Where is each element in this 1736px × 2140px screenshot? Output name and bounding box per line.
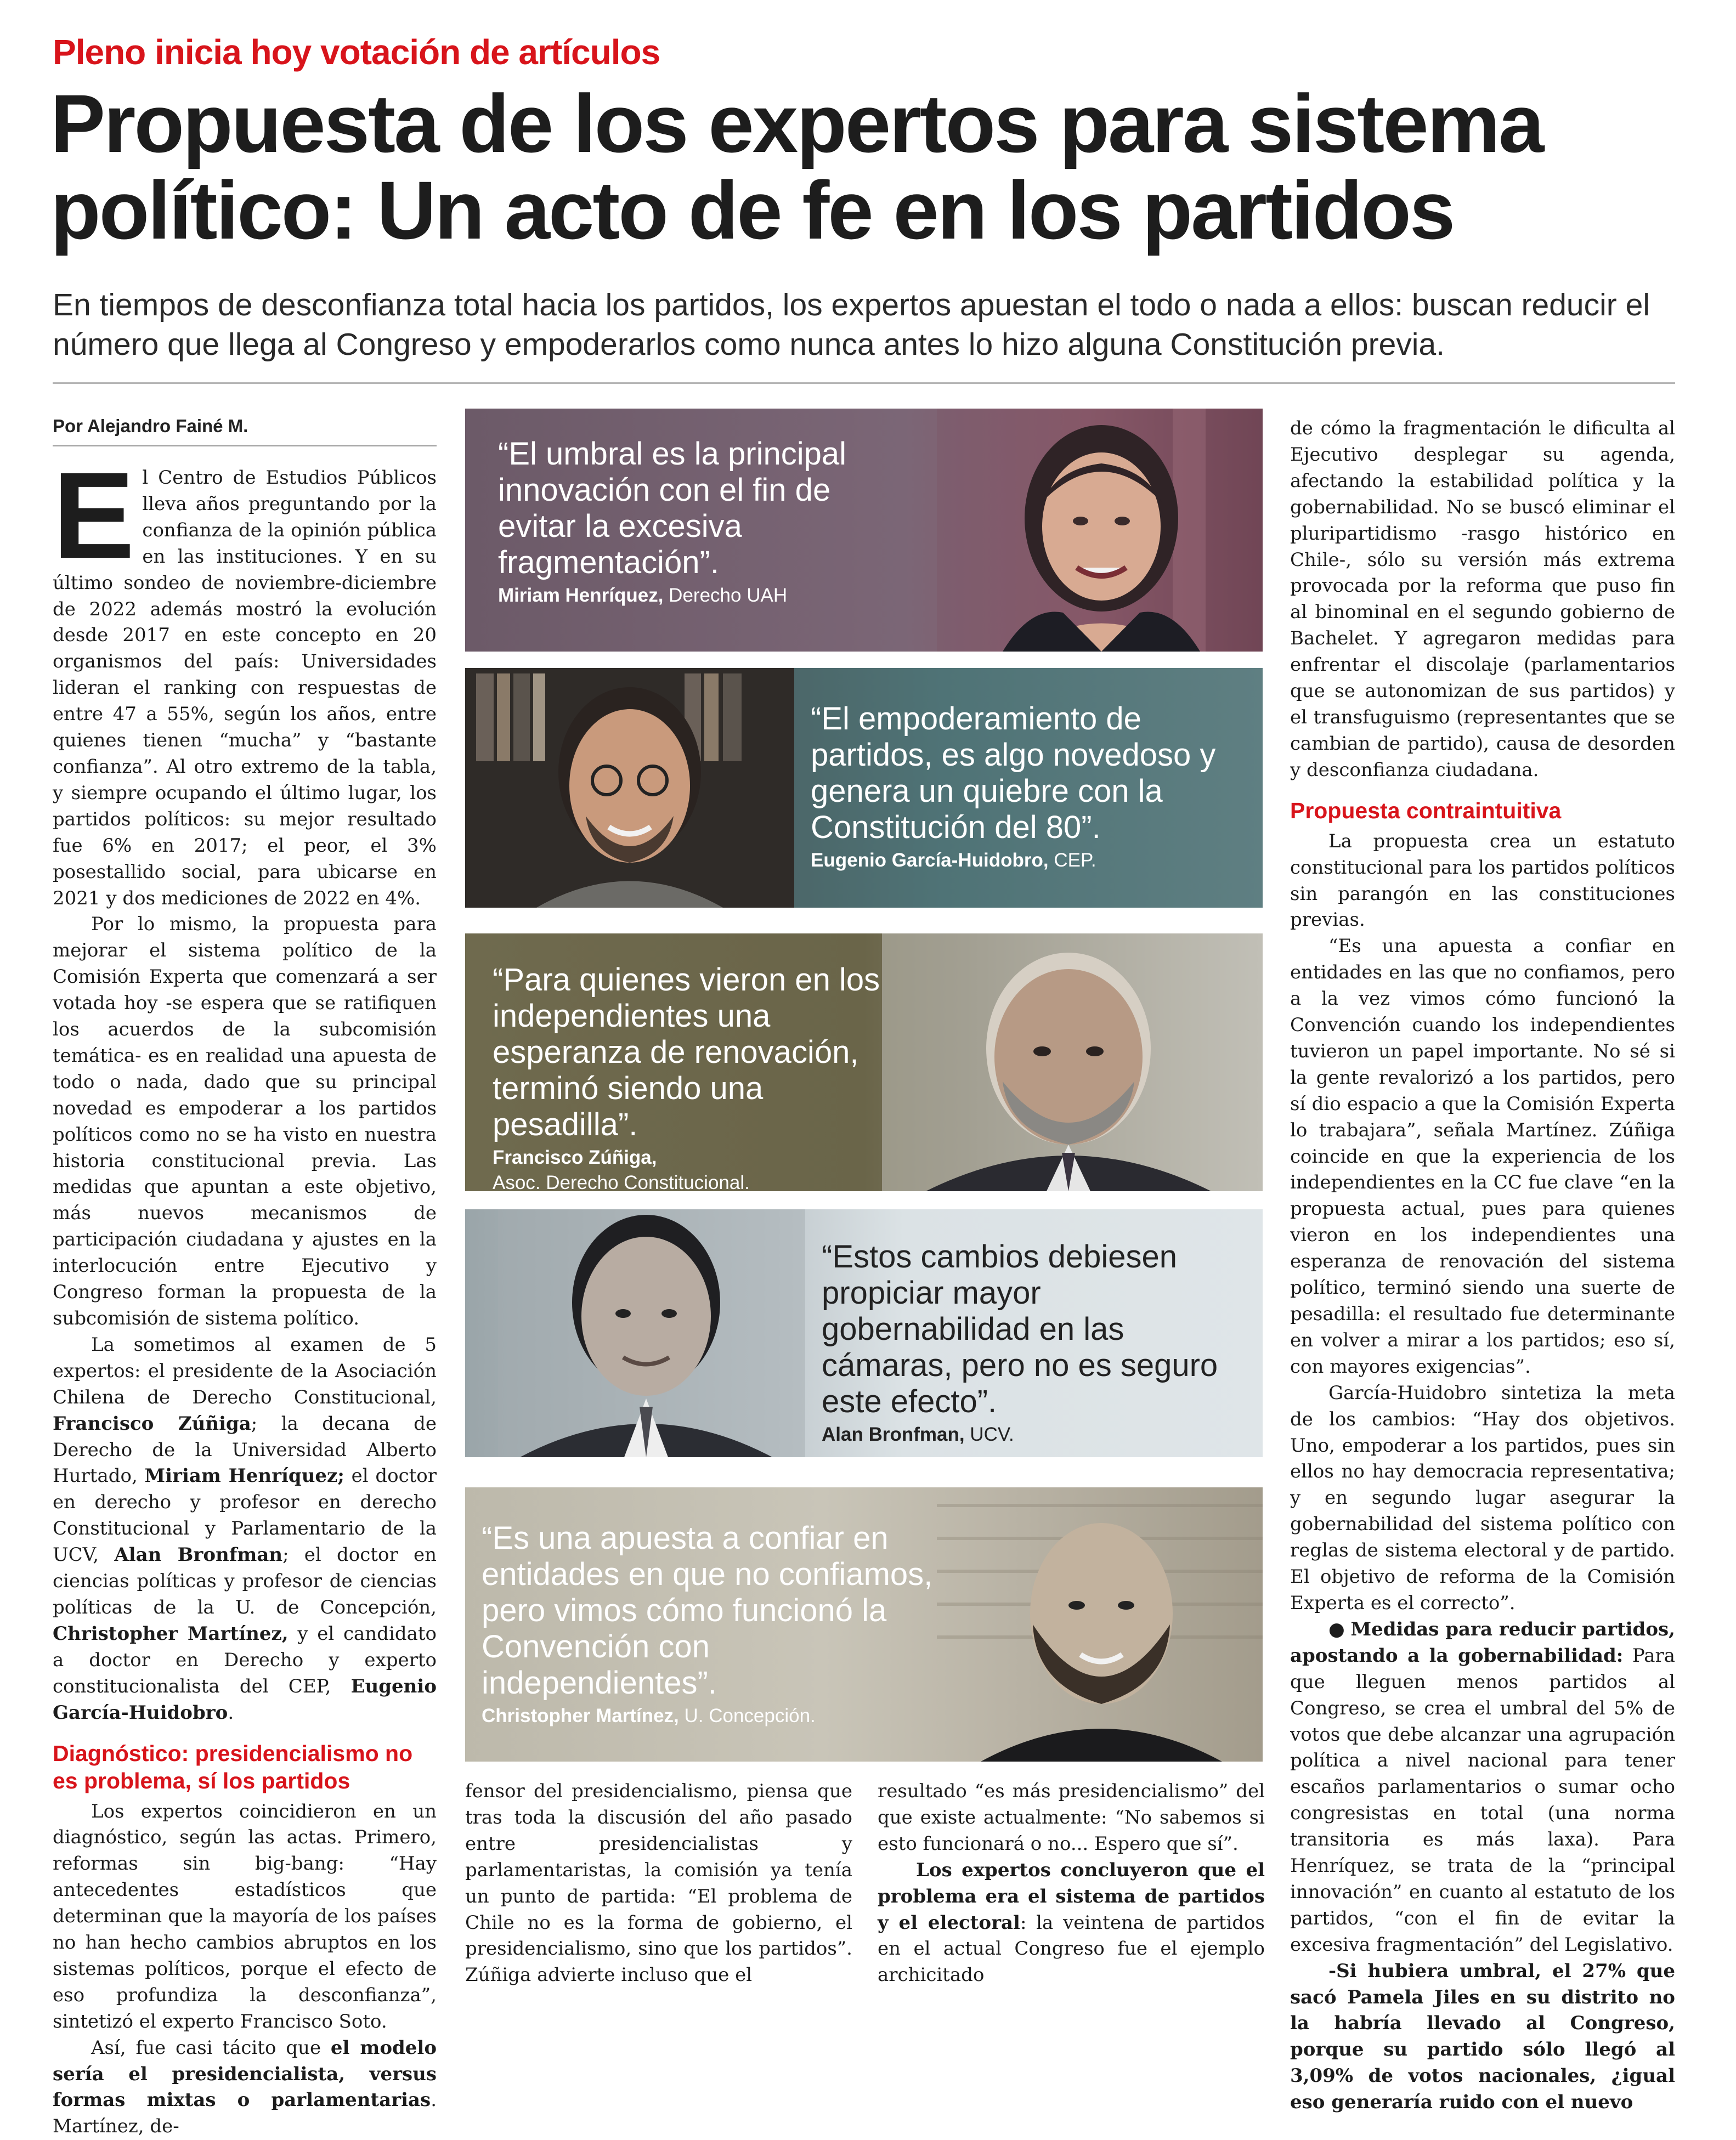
column-2 bbox=[465, 1779, 852, 1989]
paragraph: García-Huidobro sintetiza la meta de los cambios: “Hay dos objetivos. Uno, empoderar a los partidos, pues sin ellos no hay democracia representativa; y en segundo lugar asegurar la gobernabilidad del sistema político con reglas de sistema electoral y de partido. El objetivo de reforma de la Comisión Experta es el correcto”. bbox=[1290, 1382, 1675, 1614]
subhead-propuesta: Propuesta contraintuitiva bbox=[1290, 797, 1562, 823]
quote-text: “Estos cambios debiesen propiciar mayor gobernabilidad en las cámaras, pero no es seguro este efecto”. bbox=[822, 1239, 1218, 1419]
paragraph: -Si hubiera umbral, el 27% que sacó Pamela Jiles en su distrito no la habría llevado al Congreso, porque su partido sólo llegó al 3,09% de votos nacionales, ¿igual eso generaría ruido con el nuevo bbox=[1290, 1960, 1675, 2114]
headline-line-2: político: Un acto de fe en los partidos bbox=[50, 164, 1454, 256]
expert-name: Francisco Zúñiga bbox=[53, 1412, 251, 1435]
quote-panel-garcia-huidobro bbox=[465, 668, 1263, 908]
paragraph: La propuesta crea un estatuto constitucional para los partidos políticos sin parangón en las constituciones previas. bbox=[1290, 830, 1675, 931]
garcia-huidobro-portrait bbox=[465, 668, 794, 908]
header-rule bbox=[53, 382, 1675, 384]
quote-attribution: Alan Bronfman, UCV. bbox=[822, 1424, 1014, 1445]
quote-panel-bronfman bbox=[465, 1209, 1263, 1457]
quote-text: “Es una apuesta a confiar en entidades en que no confiamos, pero vimos cómo funcionó la Convención con independientes”. bbox=[482, 1520, 933, 1701]
quote-panel-martinez bbox=[465, 1487, 1263, 1762]
dropcap: E bbox=[53, 447, 135, 584]
byline: Por Alejandro Fainé M. bbox=[53, 416, 248, 436]
quote-block bbox=[811, 701, 1249, 873]
quote-attribution: Christopher Martínez, U. Concepción. bbox=[482, 1705, 816, 1726]
paragraph: La sometimos al examen de 5 expertos: el presidente de la Asociación Chilena de Derecho Constitucional, Francisco Zúñiga; la decana de Derecho de la Universidad Alberto Hurtado, Miriam Henríquez; el doctor en derecho y profesor en derecho Constitucional y Parlamentario de la UCV, Alan Bronfman; el doctor en ciencias políticas y profesor de ciencias políticas de la U. de Concepción, Christopher Martínez, y el candidato a doctor en Derecho y experto constitucionalista del CEP, Eugenio García-Huidobro. bbox=[53, 1333, 437, 1724]
paragraph: “Es una apuesta a confiar en entidades en las que no confiamos, pero a la vez vimos cómo funcionó la Convención cuando los independientes tuvieron un papel importante. No sé si la gente revalorizó a los partidos, pero sí dio espacio a que la Comisión Experta lo trabajara”, señala Martínez. Zúñiga coincide en que la experiencia de los independientes en la CC fue clave “en la propuesta actual, pues para quienes vieron en los independientes una esperanza de renovación del sistema político, terminó siendo una suerte de pesadilla: el resultado fue determinante en volver a mirar a los partidos; eso sí, con mayores exigencias”. bbox=[1290, 935, 1675, 1378]
bullet-icon: ● bbox=[1328, 1618, 1345, 1640]
paragraph: de cómo la fragmentación le dificulta al Ejecutivo desplegar su agenda, afectando la estabilidad política y la gobernabilidad. No se buscó eliminar el pluripartidismo -rasgo histórico en Chile-, sólo su versión más extrema provocada por la reforma que puso fin al binominal en el segundo gobierno de Bachelet. Y agregaron medidas para enfrentar el discolaje (parlamentarios que se autonomizan de sus partidos) y el transfuguismo (representantes que se cambian de partido), causa de desorden y desconfianza ciudadana. bbox=[1290, 417, 1675, 781]
paragraph: ● Medidas para reducir partidos, apostando a la gobernabilidad: Para que lleguen menos partidos al Congreso, se crea el umbral del 5% de votos que debe alcanzar una agrupación política a nivel nacional para tener escaños parlamentarios o sumar ocho congresistas en total (una norma transitoria es más laxa). Para Henríquez, se trata de la “principal innovación” en cuanto al estatuto de los partidos, “con el fin de evitar la excesiva fragmentación” del Legislativo. bbox=[1290, 1618, 1676, 1956]
kicker: Pleno inicia hoy votación de artículos bbox=[53, 32, 660, 72]
bronfman-portrait bbox=[498, 1209, 805, 1457]
quote-text: “Para quienes vieron en los independientes una esperanza de renovación, terminó siendo una pesadilla”. bbox=[493, 962, 880, 1142]
deck: En tiempos de desconfianza total hacia los partidos, los expertos apuestan el todo o nada a ellos: buscan reducir el número que llega al Congreso y empoderarlos como nunca antes lo hizo alguna Constitución previa. bbox=[53, 287, 1650, 362]
quote-attribution: Miriam Henríquez, Derecho UAH bbox=[498, 585, 788, 606]
quote-panel-zuniga bbox=[465, 933, 1263, 1191]
quote-block bbox=[822, 1239, 1249, 1447]
quote-panel-henriquez bbox=[465, 409, 1263, 652]
quote-attribution: Eugenio García-Huidobro, CEP. bbox=[811, 850, 1096, 871]
headline-line-1: Propuesta de los expertos para sistema bbox=[50, 77, 1543, 169]
byline-rule bbox=[53, 445, 437, 446]
expert-name: Christopher Martínez, bbox=[53, 1622, 289, 1645]
zuniga-portrait bbox=[882, 933, 1263, 1191]
subhead-diagnostico: Diagnóstico: presidencialismo no es problema, sí los partidos bbox=[53, 1740, 413, 1793]
paragraph: Los expertos concluyeron que el problema era el sistema de partidos y el electoral: la veintena de partidos en el actual Congreso fue el ejemplo archicitado bbox=[878, 1859, 1265, 1986]
martinez-portrait bbox=[937, 1487, 1263, 1762]
paragraph: Los expertos coincidieron en un diagnóstico, según las actas. Primero, reformas sin big-bang: “Hay antecedentes estadísticos que determinan que la mayoría de los países no han hecho cambios abruptos en los sistemas políticos, porque el efecto de eso profundiza la desconfianza”, sintetizó el experto Francisco Soto. bbox=[53, 1800, 437, 2033]
paragraph: Así, fue casi tácito que el modelo sería el presidencialista, versus formas mixtas o parlamentarias. Martínez, de- bbox=[53, 2036, 437, 2138]
expert-name: Eugenio García-Huidobro bbox=[53, 1675, 437, 1724]
column-3 bbox=[878, 1779, 1265, 1989]
paragraph: resultado “es más presidencialismo” del que existe actualmente: “No sabemos si esto funcionará o no... Espero que sí”. bbox=[878, 1780, 1265, 1855]
quote-block bbox=[498, 436, 915, 608]
expert-name: Alan Bronfman bbox=[114, 1544, 283, 1566]
quote-text: “El umbral es la principal innovación con el fin de evitar la excesiva fragmentación”. bbox=[498, 436, 847, 580]
expert-name: Miriam Henríquez; bbox=[144, 1465, 344, 1487]
column-4 bbox=[1290, 416, 1675, 2116]
quote-attribution: Francisco Zúñiga, Asoc. Derecho Constitucional. bbox=[493, 1147, 750, 1193]
paragraph: l Centro de Estudios Públicos lleva años preguntando por la confianza de la opinión pública en las instituciones. Y en su último sondeo de noviembre-diciembre de 2022 además mostró la evolución desde 2017 en este concepto en 20 organismos del país: Universidades lideran el ranking con respuestas de entre 47 a 55%, según los años, entre quienes tienen “mucha” y “bastante confianza”. Al otro extremo de la tabla, y siempre ocupando el último lugar, los partidos políticos: su mejor resultado fue 6% en 2017; el peor, el 3% posestallido social, para ubicarse en 2021 y dos mediciones de 2022 en 4%. bbox=[53, 467, 437, 909]
quote-block bbox=[482, 1520, 942, 1729]
paragraph: Por lo mismo, la propuesta para mejorar el sistema político de la Comisión Experta que comenzará a ser votada hoy -se espera que se ratifiquen los acuerdos de la subcomisión temática- es en realidad una apuesta de todo o nada, dado que su principal novedad es empoderar a los partidos políticos como no se ha visto en nuestra historia constitucional previa. Las medidas que apuntan a este objetivo, más nuevos mecanismos de participación ciudadana y ajustes en la interlocución entre Ejecutivo y Congreso forman la propuesta de la subcomisión de sistema político. bbox=[53, 913, 437, 1329]
quote-block bbox=[493, 962, 909, 1196]
quote-text: “El empoderamiento de partidos, es algo novedoso y genera un quiebre con la Constitución del 80”. bbox=[811, 701, 1216, 845]
paragraph: fensor del presidencialismo, piensa que tras toda la discusión del año pasado entre presidencialistas y parlamentaristas, la comisión ya tenía un punto de partida: “El problema de Chile no es la forma de gobierno, el presidencialismo, sino que los partidos”. Zúñiga advierte incluso que el bbox=[465, 1780, 852, 1986]
henriquez-portrait bbox=[937, 409, 1263, 652]
headline bbox=[50, 77, 1690, 256]
column-1 bbox=[53, 447, 437, 2140]
